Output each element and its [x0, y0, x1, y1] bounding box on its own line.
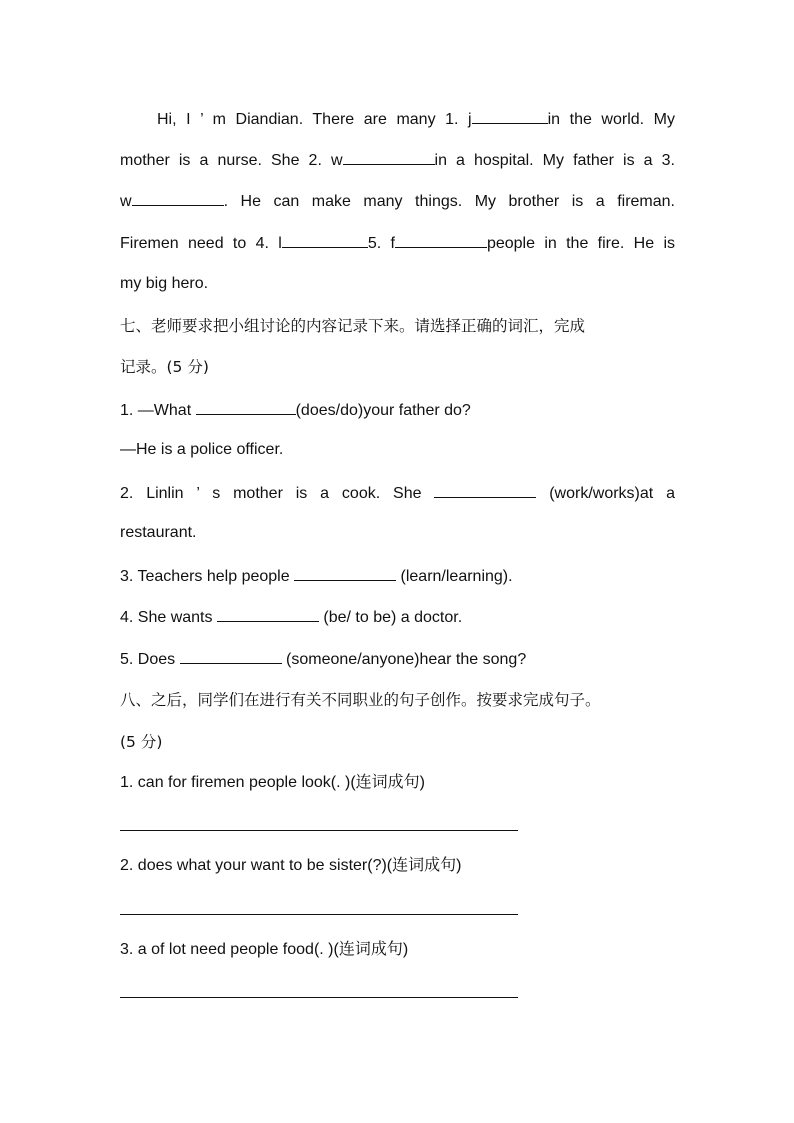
s7-question-4 — [120, 606, 675, 628]
blank-2[interactable] — [343, 149, 435, 165]
question-text: (be/ to be) a doctor. — [323, 609, 463, 626]
s7-question-1 — [120, 399, 675, 421]
question-text: 1. —What — [120, 402, 192, 419]
passage-text: . He can make many things. My brother is a fireman. — [223, 193, 675, 210]
s7-question-2 — [120, 482, 675, 504]
blank-5[interactable] — [395, 232, 487, 248]
blank-4[interactable] — [282, 232, 368, 248]
passage-text: Firemen need to 4. l — [120, 235, 282, 252]
passage-text: in the world. My — [547, 111, 675, 128]
section8-title: 八、之后，同学们在进行有关不同职业的句子创作。按要求完成句子。 — [120, 691, 601, 709]
s7-blank-2[interactable] — [434, 482, 536, 498]
passage-line-4 — [120, 232, 675, 254]
passage-line-2 — [120, 149, 675, 171]
blank-1[interactable] — [472, 108, 548, 124]
section7-title: 七、老师要求把小组讨论的内容记录下来。请选择正确的词汇，完成 — [120, 317, 586, 335]
section8-title-cont: (5 分) — [120, 733, 163, 751]
s7-blank-3[interactable] — [294, 565, 396, 581]
s8-answer-line-3[interactable] — [120, 997, 518, 998]
passage-line-3 — [120, 190, 675, 212]
s7-blank-4[interactable] — [217, 606, 319, 622]
question-text: (work/works)at a — [549, 485, 675, 502]
passage-text: 5. f — [367, 235, 395, 252]
s7-question-1-reply: —He is a police officer. — [120, 441, 284, 458]
passage-text: people in the fire. He is — [486, 235, 676, 252]
question-text: 3. Teachers help people — [120, 568, 290, 585]
s8-answer-line-1[interactable] — [120, 830, 518, 831]
passage-text: w — [120, 193, 132, 210]
question-text: (someone/anyone)hear the song? — [286, 651, 527, 668]
passage-text: Hi, I ’ m Diandian. There are many 1. j — [157, 111, 472, 128]
question-text: 2. Linlin ’ s mother is a cook. She — [120, 485, 422, 502]
s7-question-5 — [120, 648, 675, 670]
question-text: 5. Does — [120, 651, 176, 668]
s7-question-3 — [120, 565, 675, 587]
passage-text: in a hospital. My father is a 3. — [434, 152, 675, 169]
passage-line-1 — [120, 108, 675, 130]
s8-question-3: 3. a of lot need people food(. )(连词成句) — [120, 941, 409, 958]
blank-3[interactable] — [132, 190, 224, 206]
s7-blank-5[interactable] — [180, 648, 282, 664]
question-text: (does/do)your father do? — [295, 402, 471, 419]
passage-line-5: my big hero. — [120, 275, 209, 292]
question-text: 4. She wants — [120, 609, 213, 626]
s8-question-2: 2. does what your want to be sister(?)(连词成句) — [120, 857, 462, 874]
s7-question-2-cont: restaurant. — [120, 524, 197, 541]
passage-text: mother is a nurse. She 2. w — [120, 152, 343, 169]
section7-title-cont: 记录。(5 分) — [120, 358, 209, 376]
question-text: (learn/learning). — [400, 568, 513, 585]
s8-question-1: 1. can for firemen people look(. )(连词成句) — [120, 774, 425, 791]
s7-blank-1[interactable] — [196, 399, 296, 415]
s8-answer-line-2[interactable] — [120, 914, 518, 915]
